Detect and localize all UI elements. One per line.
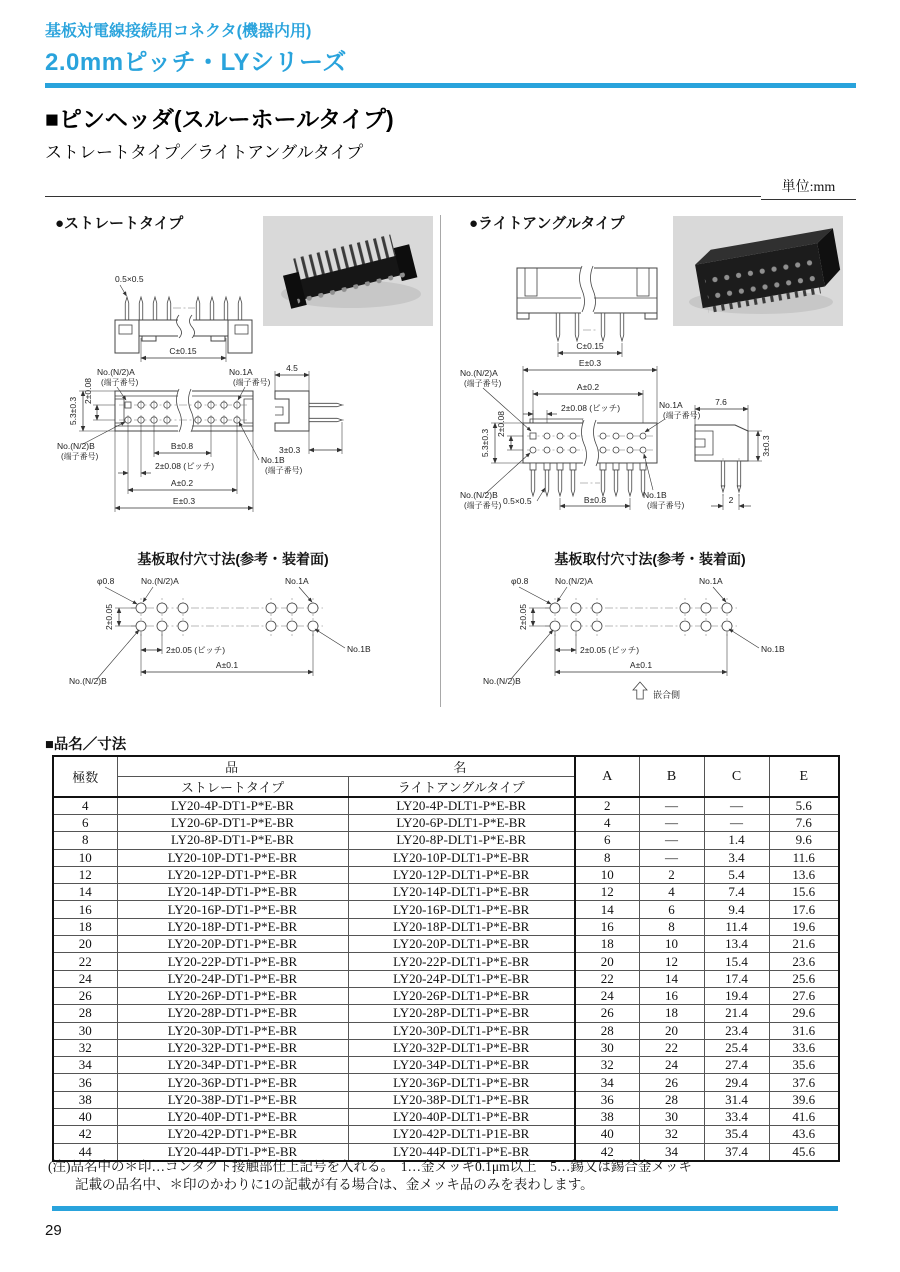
cell-dim-c: 1.4 xyxy=(704,832,769,849)
label-non2a: No.(N/2)A xyxy=(460,368,498,378)
table-row xyxy=(53,901,839,918)
cell-dim-b: 6 xyxy=(639,901,704,918)
dim-e-label: E±0.3 xyxy=(172,496,196,506)
cell-straight-part-no: LY20-38P-DT1-P*E-BR xyxy=(117,1091,348,1108)
dim-depth-label: 4.5 xyxy=(286,363,298,373)
right-angle-top-view xyxy=(517,265,657,341)
dim-body-width-label: 5.3±0.3 xyxy=(68,396,78,426)
cell-dim-e: 31.6 xyxy=(769,1022,839,1039)
cell-dim-e: 9.6 xyxy=(769,832,839,849)
label-non2b-terminal: (端子番号) xyxy=(464,501,502,510)
col-header-right-angle: ライトアングルタイプ xyxy=(348,777,575,798)
cell-poles: 6 xyxy=(53,815,117,832)
cell-poles: 20 xyxy=(53,936,117,953)
cell-right-angle-part-no: LY20-40P-DLT1-P*E-BR xyxy=(348,1109,575,1126)
cell-dim-a: 32 xyxy=(575,1057,639,1074)
right-angle-pins-down xyxy=(530,463,646,496)
dim-body-width-label: 5.3±0.3 xyxy=(480,428,490,458)
cell-dim-e: 35.6 xyxy=(769,1057,839,1074)
cell-right-angle-part-no: LY20-10P-DLT1-P*E-BR xyxy=(348,849,575,866)
cell-dim-a: 4 xyxy=(575,815,639,832)
cell-right-angle-part-no: LY20-28P-DLT1-P*E-BR xyxy=(348,1005,575,1022)
cell-dim-b: 22 xyxy=(639,1039,704,1056)
cell-straight-part-no: LY20-36P-DT1-P*E-BR xyxy=(117,1074,348,1091)
col-header-b: B xyxy=(639,756,704,797)
table-row xyxy=(53,832,839,849)
cell-dim-b: 30 xyxy=(639,1109,704,1126)
cell-straight-part-no: LY20-28P-DT1-P*E-BR xyxy=(117,1005,348,1022)
cell-dim-b: 14 xyxy=(639,970,704,987)
cell-straight-part-no: LY20-6P-DT1-P*E-BR xyxy=(117,815,348,832)
cell-straight-part-no: LY20-42P-DT1-P*E-BR xyxy=(117,1126,348,1143)
cell-dim-b: — xyxy=(639,832,704,849)
mount-hole-title: 基板取付穴寸法(参考・装着面) xyxy=(554,551,746,567)
cell-right-angle-part-no: LY20-38P-DLT1-P*E-BR xyxy=(348,1091,575,1108)
cell-dim-a: 14 xyxy=(575,901,639,918)
cell-dim-a: 38 xyxy=(575,1109,639,1126)
table-row xyxy=(53,987,839,1004)
cell-straight-part-no: LY20-22P-DT1-P*E-BR xyxy=(117,953,348,970)
cell-right-angle-part-no: LY20-4P-DLT1-P*E-BR xyxy=(348,797,575,815)
cell-dim-a: 2 xyxy=(575,797,639,815)
label-hole-no1a: No.1A xyxy=(699,576,723,586)
table-row xyxy=(53,1109,839,1126)
cell-dim-a: 6 xyxy=(575,832,639,849)
dim-hole-span-label: A±0.1 xyxy=(629,660,653,670)
cell-dim-a: 28 xyxy=(575,1022,639,1039)
col-header-e: E xyxy=(769,756,839,797)
dim-depth-label: 7.6 xyxy=(715,397,727,407)
page-number: 29 xyxy=(45,1222,62,1239)
product-subheading: ストレートタイプ／ライトアングルタイプ xyxy=(45,143,364,162)
cell-straight-part-no: LY20-30P-DT1-P*E-BR xyxy=(117,1022,348,1039)
dim-pitch-label: 2±0.08 (ピッチ) xyxy=(155,461,215,471)
col-header-poles: 極数 xyxy=(53,756,117,797)
footnote-line-2: 記載の品名中、＊印のかわりに1の記載が有る場合は、金メッキ品のみを表わします。 xyxy=(75,1177,594,1192)
col-header-part-name xyxy=(117,756,575,777)
cell-dim-e: 5.6 xyxy=(769,797,839,815)
dim-pin-len-label: 3±0.3 xyxy=(279,445,301,455)
right-angle-type-title: ●ライトアングルタイプ xyxy=(469,215,625,232)
unit-note: 単位:mm xyxy=(761,176,856,200)
cell-dim-a: 40 xyxy=(575,1126,639,1143)
cell-dim-c: 31.4 xyxy=(704,1091,769,1108)
cell-dim-a: 10 xyxy=(575,866,639,883)
cell-poles: 30 xyxy=(53,1022,117,1039)
cell-straight-part-no: LY20-10P-DT1-P*E-BR xyxy=(117,849,348,866)
cell-right-angle-part-no: LY20-44P-DLT1-P*E-BR xyxy=(348,1143,575,1161)
table-row xyxy=(53,1091,839,1108)
cell-dim-c: 7.4 xyxy=(704,884,769,901)
cell-straight-part-no: LY20-24P-DT1-P*E-BR xyxy=(117,970,348,987)
cell-poles: 14 xyxy=(53,884,117,901)
label-non2b-terminal: (端子番号) xyxy=(61,452,99,461)
right-angle-type-drawing xyxy=(455,258,855,524)
cell-poles: 26 xyxy=(53,987,117,1004)
cell-poles: 18 xyxy=(53,918,117,935)
dim-pin-len-label: 3±0.3 xyxy=(761,435,771,457)
cell-dim-e: 29.6 xyxy=(769,1005,839,1022)
dim-b-label: B±0.8 xyxy=(170,441,194,451)
table-row xyxy=(53,884,839,901)
cell-dim-a: 22 xyxy=(575,970,639,987)
label-hole-no1a: No.1A xyxy=(285,576,309,586)
cell-dim-b: 10 xyxy=(639,936,704,953)
cell-poles: 32 xyxy=(53,1039,117,1056)
cell-dim-b: — xyxy=(639,797,704,815)
cell-right-angle-part-no: LY20-18P-DLT1-P*E-BR xyxy=(348,918,575,935)
cell-poles: 28 xyxy=(53,1005,117,1022)
right-angle-mount-hole-drawing xyxy=(467,568,841,710)
dim-b-label: B±0.8 xyxy=(583,495,607,505)
label-no1b-terminal: (端子番号) xyxy=(647,501,685,510)
cell-dim-e: 33.6 xyxy=(769,1039,839,1056)
cell-dim-b: 4 xyxy=(639,884,704,901)
cell-right-angle-part-no: LY20-22P-DLT1-P*E-BR xyxy=(348,953,575,970)
straight-front-view xyxy=(115,297,252,353)
table-row xyxy=(53,849,839,866)
right-angle-side-view xyxy=(695,425,748,496)
cell-dim-c: 29.4 xyxy=(704,1074,769,1091)
cell-dim-a: 12 xyxy=(575,884,639,901)
mount-hole-title: 基板取付穴寸法(参考・装着面) xyxy=(137,551,329,567)
cell-dim-b: 8 xyxy=(639,918,704,935)
dim-c-label: C±0.15 xyxy=(576,341,604,351)
label-non2a: No.(N/2)A xyxy=(97,367,135,377)
cell-dim-c: — xyxy=(704,815,769,832)
cell-dim-a: 26 xyxy=(575,1005,639,1022)
series-title: 2.0mmピッチ・LYシリーズ xyxy=(45,49,347,76)
cell-dim-c: — xyxy=(704,797,769,815)
dim-hole-pitch-label: 2±0.05 (ピッチ) xyxy=(166,645,226,655)
label-no1b: No.1B xyxy=(643,490,667,500)
cell-dim-e: 39.6 xyxy=(769,1091,839,1108)
cell-dim-b: 26 xyxy=(639,1074,704,1091)
straight-side-view xyxy=(275,391,346,431)
cell-dim-a: 18 xyxy=(575,936,639,953)
cell-dim-b: 34 xyxy=(639,1143,704,1161)
cell-poles: 36 xyxy=(53,1074,117,1091)
table-row xyxy=(53,1074,839,1091)
cell-dim-e: 45.6 xyxy=(769,1143,839,1161)
cell-right-angle-part-no: LY20-6P-DLT1-P*E-BR xyxy=(348,815,575,832)
right-angle-front-view xyxy=(523,419,657,496)
table-row xyxy=(53,970,839,987)
cell-dim-e: 23.6 xyxy=(769,953,839,970)
dim-a-label: A±0.2 xyxy=(576,382,600,392)
dim-hole-row-pitch-label: 2±0.05 xyxy=(518,604,528,630)
part-name-char-2: 名 xyxy=(453,760,467,775)
cell-poles: 34 xyxy=(53,1057,117,1074)
cell-dim-e: 41.6 xyxy=(769,1109,839,1126)
label-no1a-terminal: (端子番号) xyxy=(233,378,271,387)
cell-straight-part-no: LY20-16P-DT1-P*E-BR xyxy=(117,901,348,918)
cell-dim-a: 24 xyxy=(575,987,639,1004)
cell-dim-c: 21.4 xyxy=(704,1005,769,1022)
part-number-dimension-table xyxy=(52,755,840,1162)
cell-dim-b: 32 xyxy=(639,1126,704,1143)
label-non2a-terminal: (端子番号) xyxy=(464,379,502,388)
cell-right-angle-part-no: LY20-34P-DLT1-P*E-BR xyxy=(348,1057,575,1074)
cell-right-angle-part-no: LY20-36P-DLT1-P*E-BR xyxy=(348,1074,575,1091)
cell-dim-e: 37.6 xyxy=(769,1074,839,1091)
dim-pin-square-label: 0.5×0.5 xyxy=(503,496,532,506)
cell-dim-a: 8 xyxy=(575,849,639,866)
cell-poles: 24 xyxy=(53,970,117,987)
label-hole-non2b: No.(N/2)B xyxy=(483,676,521,686)
cell-dim-b: 20 xyxy=(639,1022,704,1039)
cell-poles: 16 xyxy=(53,901,117,918)
cell-right-angle-part-no: LY20-24P-DLT1-P*E-BR xyxy=(348,970,575,987)
cell-dim-c: 13.4 xyxy=(704,936,769,953)
cell-poles: 42 xyxy=(53,1126,117,1143)
table-row xyxy=(53,1126,839,1143)
table-row xyxy=(53,953,839,970)
cell-dim-b: 16 xyxy=(639,987,704,1004)
table-row xyxy=(53,1039,839,1056)
cell-straight-part-no: LY20-44P-DT1-P*E-BR xyxy=(117,1143,348,1161)
table-row xyxy=(53,797,839,815)
cell-straight-part-no: LY20-26P-DT1-P*E-BR xyxy=(117,987,348,1004)
cell-right-angle-part-no: LY20-30P-DLT1-P*E-BR xyxy=(348,1022,575,1039)
cell-right-angle-part-no: LY20-20P-DLT1-P*E-BR xyxy=(348,936,575,953)
cell-dim-e: 17.6 xyxy=(769,901,839,918)
cell-straight-part-no: LY20-12P-DT1-P*E-BR xyxy=(117,866,348,883)
cell-right-angle-part-no: LY20-12P-DLT1-P*E-BR xyxy=(348,866,575,883)
cell-dim-e: 25.6 xyxy=(769,970,839,987)
part-name-char-1: 品 xyxy=(225,760,239,775)
cell-poles: 38 xyxy=(53,1091,117,1108)
cell-dim-e: 11.6 xyxy=(769,849,839,866)
cell-dim-b: 12 xyxy=(639,953,704,970)
cell-dim-b: 2 xyxy=(639,866,704,883)
dim-pin-offset-label: 2 xyxy=(728,495,734,505)
table-row xyxy=(53,866,839,883)
cell-dim-c: 23.4 xyxy=(704,1022,769,1039)
cell-dim-b: 28 xyxy=(639,1091,704,1108)
cell-right-angle-part-no: LY20-8P-DLT1-P*E-BR xyxy=(348,832,575,849)
label-hole-no1b: No.1B xyxy=(347,644,371,654)
dim-e-label: E±0.3 xyxy=(578,358,602,368)
cell-poles: 44 xyxy=(53,1143,117,1161)
dim-c-label: C±0.15 xyxy=(169,346,197,356)
category-title: 基板対電線接続用コネクタ(機器内用) xyxy=(45,23,312,40)
unit-rule xyxy=(45,196,761,197)
dim-hole-dia-label: φ0.8 xyxy=(97,576,115,586)
straight-type-panel xyxy=(45,212,437,712)
cell-poles: 12 xyxy=(53,866,117,883)
col-header-straight: ストレートタイプ xyxy=(117,777,348,798)
dim-row-pitch-label: 2±0.08 xyxy=(83,378,93,404)
straight-type-drawing xyxy=(45,258,435,524)
cell-dim-c: 27.4 xyxy=(704,1057,769,1074)
table-section-title: ■品名／寸法 xyxy=(45,737,127,753)
label-non2b: No.(N/2)B xyxy=(57,441,95,451)
label-no1b-terminal: (端子番号) xyxy=(265,466,303,475)
table-body xyxy=(53,797,839,1161)
dim-row-pitch-label: 2±0.08 xyxy=(496,411,506,437)
cell-dim-c: 9.4 xyxy=(704,901,769,918)
dim-hole-pitch-label: 2±0.05 (ピッチ) xyxy=(580,645,640,655)
cell-dim-e: 13.6 xyxy=(769,866,839,883)
cell-dim-c: 15.4 xyxy=(704,953,769,970)
cell-dim-e: 43.6 xyxy=(769,1126,839,1143)
cell-right-angle-part-no: LY20-26P-DLT1-P*E-BR xyxy=(348,987,575,1004)
cell-dim-b: — xyxy=(639,815,704,832)
table-row xyxy=(53,1057,839,1074)
cell-dim-b: 18 xyxy=(639,1005,704,1022)
label-non2a-terminal: (端子番号) xyxy=(101,378,139,387)
cell-dim-c: 11.4 xyxy=(704,918,769,935)
footnotes xyxy=(48,1158,692,1194)
table-row xyxy=(53,1005,839,1022)
table-header xyxy=(53,756,839,797)
cell-dim-e: 27.6 xyxy=(769,987,839,1004)
cell-right-angle-part-no: LY20-14P-DLT1-P*E-BR xyxy=(348,884,575,901)
cell-dim-a: 20 xyxy=(575,953,639,970)
cell-dim-c: 3.4 xyxy=(704,849,769,866)
cell-dim-a: 30 xyxy=(575,1039,639,1056)
cell-dim-e: 21.6 xyxy=(769,936,839,953)
cell-straight-part-no: LY20-20P-DT1-P*E-BR xyxy=(117,936,348,953)
straight-bottom-view xyxy=(115,389,253,433)
footnote-line-1: (注)品名中の＊印…コンタクト接触部仕上記号を入れる。 1…金メッキ0.1μm以上 5…錫又は錫合金メッキ xyxy=(48,1159,692,1174)
dim-pin-square-label: 0.5×0.5 xyxy=(115,274,144,284)
cell-dim-a: 34 xyxy=(575,1074,639,1091)
cell-dim-c: 17.4 xyxy=(704,970,769,987)
label-hole-non2b: No.(N/2)B xyxy=(69,676,107,686)
label-hole-no1b: No.1B xyxy=(761,644,785,654)
table-row xyxy=(53,918,839,935)
cell-dim-a: 42 xyxy=(575,1143,639,1161)
mount-hole-pattern xyxy=(545,598,737,636)
dim-hole-row-pitch-label: 2±0.05 xyxy=(104,604,114,630)
col-header-a: A xyxy=(575,756,639,797)
label-no1a: No.1A xyxy=(659,400,683,410)
straight-type-title: ●ストレートタイプ xyxy=(55,215,184,232)
cell-dim-e: 19.6 xyxy=(769,918,839,935)
dim-hole-span-label: A±0.1 xyxy=(215,660,239,670)
product-heading: ■ピンヘッダ(スルーホールタイプ) xyxy=(45,106,394,132)
label-no1a-terminal: (端子番号) xyxy=(663,411,701,420)
cell-straight-part-no: LY20-32P-DT1-P*E-BR xyxy=(117,1039,348,1056)
accent-rule xyxy=(45,83,856,88)
cell-right-angle-part-no: LY20-42P-DLT1-P1E-BR xyxy=(348,1126,575,1143)
cell-dim-e: 15.6 xyxy=(769,884,839,901)
cell-dim-c: 19.4 xyxy=(704,987,769,1004)
cell-dim-b: 24 xyxy=(639,1057,704,1074)
table-row xyxy=(53,1022,839,1039)
label-no1b: No.1B xyxy=(261,455,285,465)
cell-straight-part-no: LY20-18P-DT1-P*E-BR xyxy=(117,918,348,935)
cell-straight-part-no: LY20-4P-DT1-P*E-BR xyxy=(117,797,348,815)
cell-poles: 8 xyxy=(53,832,117,849)
cell-right-angle-part-no: LY20-32P-DLT1-P*E-BR xyxy=(348,1039,575,1056)
dim-pitch-label: 2±0.08 (ピッチ) xyxy=(561,403,621,413)
cell-straight-part-no: LY20-8P-DT1-P*E-BR xyxy=(117,832,348,849)
fit-side-indicator xyxy=(633,682,680,700)
col-header-c: C xyxy=(704,756,769,797)
cell-poles: 10 xyxy=(53,849,117,866)
label-no1a: No.1A xyxy=(229,367,253,377)
label-non2b: No.(N/2)B xyxy=(460,490,498,500)
cell-straight-part-no: LY20-34P-DT1-P*E-BR xyxy=(117,1057,348,1074)
cell-dim-c: 37.4 xyxy=(704,1143,769,1161)
right-angle-type-panel xyxy=(455,212,857,712)
cell-dim-c: 33.4 xyxy=(704,1109,769,1126)
fit-side-label: 嵌合側 xyxy=(653,690,681,700)
straight-mount-hole-drawing xyxy=(53,568,427,706)
cell-poles: 4 xyxy=(53,797,117,815)
cell-dim-c: 35.4 xyxy=(704,1126,769,1143)
cell-dim-c: 5.4 xyxy=(704,866,769,883)
cell-dim-a: 36 xyxy=(575,1091,639,1108)
cell-straight-part-no: LY20-14P-DT1-P*E-BR xyxy=(117,884,348,901)
label-hole-non2a: No.(N/2)A xyxy=(555,576,593,586)
cell-dim-a: 16 xyxy=(575,918,639,935)
mount-hole-pattern xyxy=(131,598,323,636)
cell-right-angle-part-no: LY20-16P-DLT1-P*E-BR xyxy=(348,901,575,918)
dim-a-label: A±0.2 xyxy=(170,478,194,488)
footer-accent-rule xyxy=(52,1206,838,1211)
dim-hole-dia-label: φ0.8 xyxy=(511,576,529,586)
cell-straight-part-no: LY20-40P-DT1-P*E-BR xyxy=(117,1109,348,1126)
cell-dim-c: 25.4 xyxy=(704,1039,769,1056)
panel-divider xyxy=(440,215,441,707)
cell-poles: 40 xyxy=(53,1109,117,1126)
cell-poles: 22 xyxy=(53,953,117,970)
label-hole-non2a: No.(N/2)A xyxy=(141,576,179,586)
cell-dim-e: 7.6 xyxy=(769,815,839,832)
table-row xyxy=(53,815,839,832)
cell-dim-b: — xyxy=(639,849,704,866)
table-row xyxy=(53,936,839,953)
